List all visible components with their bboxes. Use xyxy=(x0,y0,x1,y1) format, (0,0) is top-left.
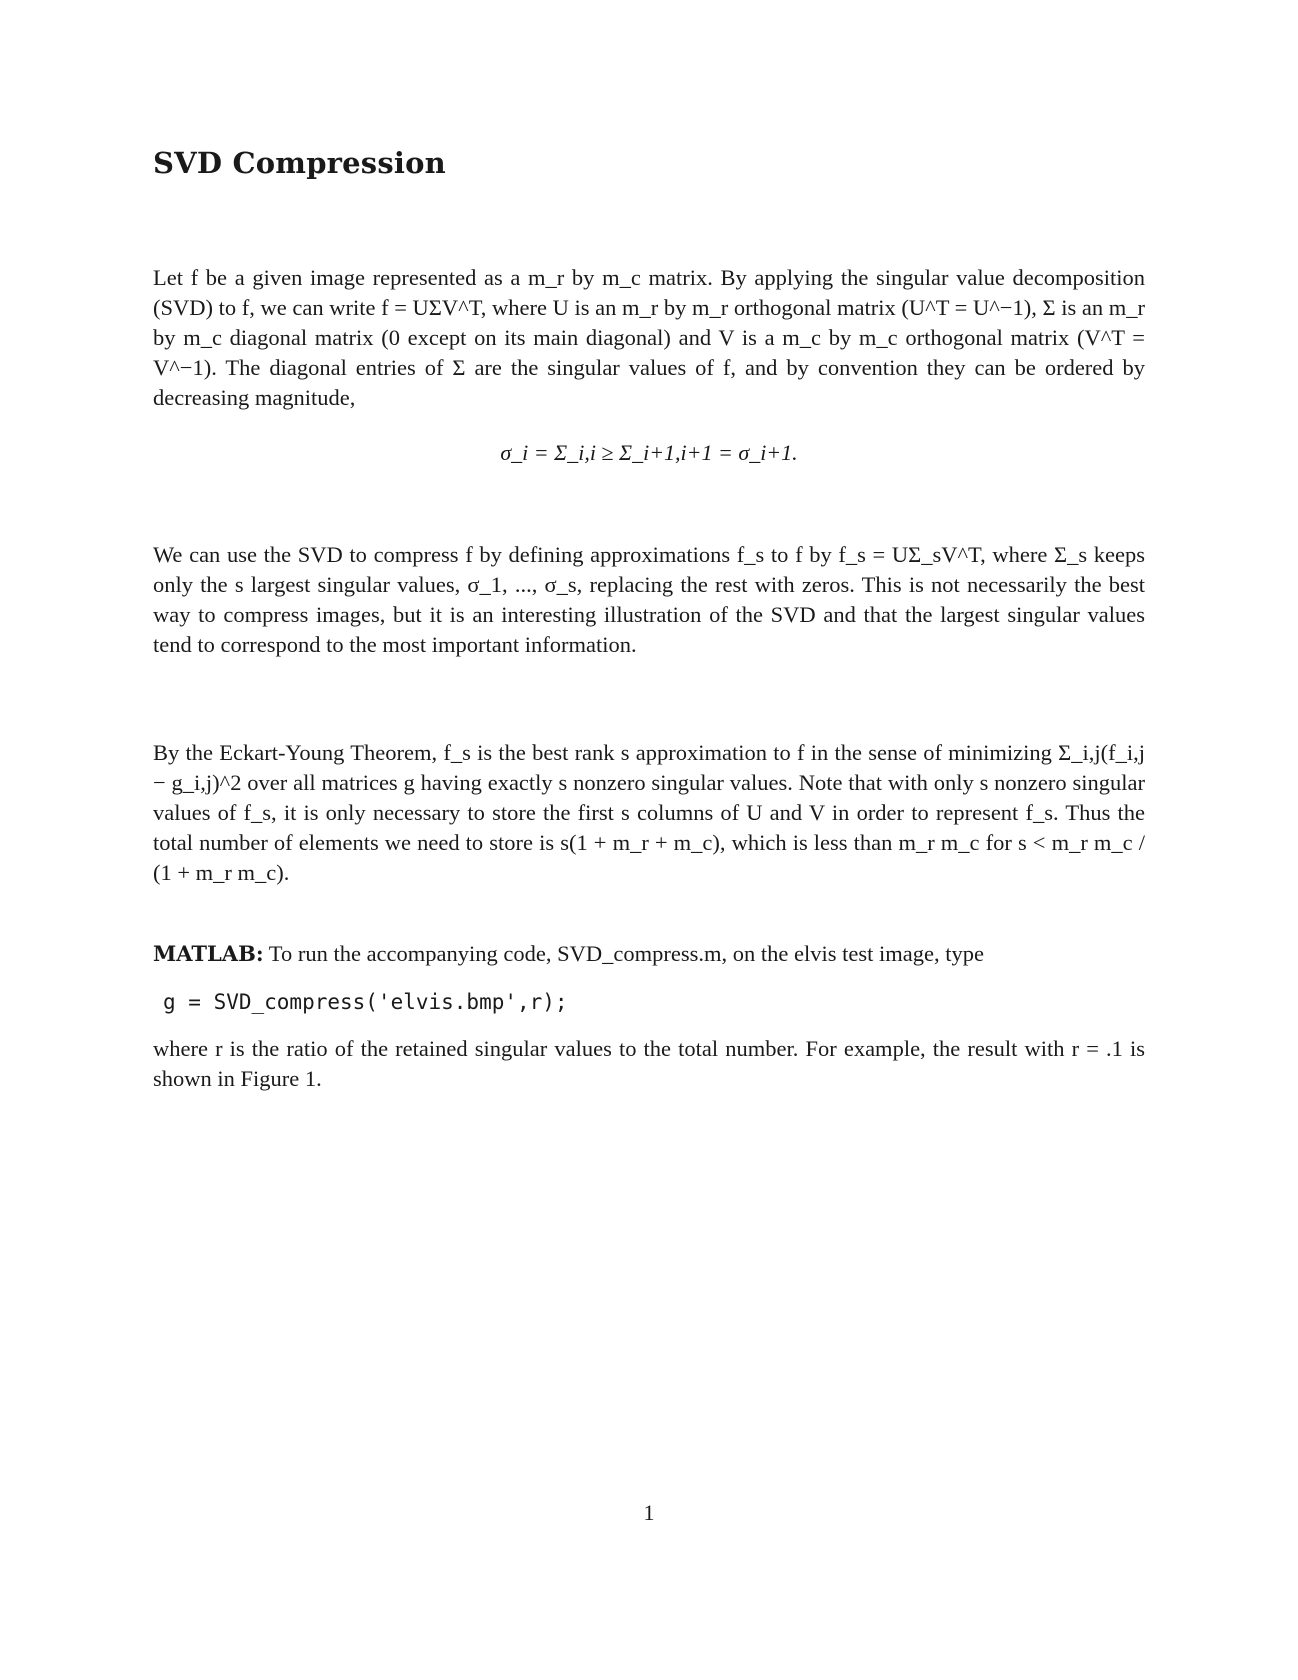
paragraph-ratio: where r is the ratio of the retained singular values to the total number. For example, the result with r = .1 is shown in Figure 1. xyxy=(153,1036,1145,1091)
section-title: SVD Compression xyxy=(153,146,446,180)
paragraph-compression: We can use the SVD to compress f by defining approximations f_s to f by f_s = UΣ_sV^T, where Σ_s keeps only the s largest singular values, σ_1, ..., σ_s, replacing the rest with zeros. This is not necessarily the best way to compress images, but it is an interesting illustration of the SVD and that the largest singular values tend to correspond to the most important information. xyxy=(153,542,1145,657)
equation-singular-values: σ_i = Σ_i,i ≥ Σ_i+1,i+1 = σ_i+1. xyxy=(500,440,798,465)
page-number: 1 xyxy=(643,1500,655,1525)
matlab-instruction: To run the accompanying code, SVD_compress.m, on the elvis test image, type xyxy=(268,941,984,966)
paragraph-matlab xyxy=(153,939,1145,969)
code-snippet: g = SVD_compress('elvis.bmp',r); xyxy=(163,990,568,1014)
paragraph-eckart-young: By the Eckart-Young Theorem, f_s is the best rank s approximation to f in the sense of minimizing Σ_i,j(f_i,j − g_i,j)^2 over all matrices g having exactly s nonzero singular values. Note that with only s nonzero singular values of f_s, it is only necessary to store the first s columns of U and V in order to represent f_s. Thus the total number of elements we need to store is s(1 + m_r + m_c), which is less than m_r m_c for s < m_r m_c / (1 + m_r m_c). xyxy=(153,740,1145,885)
paragraph-intro: Let f be a given image represented as a m_r by m_c matrix. By applying the singular value decomposition (SVD) to f, we can write f = UΣV^T, where U is an m_r by m_r orthogonal matrix (U^T = U^−1), Σ is an m_r by m_c diagonal matrix (0 except on its main diagonal) and V is a m_c by m_c orthogonal matrix (V^T = V^−1). The diagonal entries of Σ are the singular values of f, and by convention they can be ordered by decreasing magnitude, xyxy=(153,265,1145,410)
matlab-label: MATLAB: xyxy=(153,941,264,966)
